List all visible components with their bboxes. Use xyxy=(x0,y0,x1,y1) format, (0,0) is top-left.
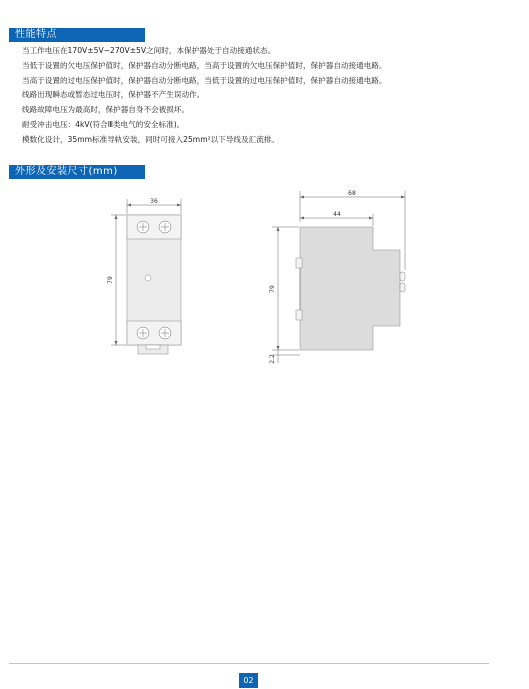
feature-item: 线路出现瞬态或暂态过电压时，保护器不产生误动作。 xyxy=(22,90,205,100)
feature-item: 当高于设置的过电压保护值时，保护器自动分断电路，当低于设置的过电压保护值时，保护器自动接通电路。 xyxy=(22,75,387,85)
feature-item: 当低于设置的欠电压保护值时，保护器自动分断电路，当高于设置的欠电压保护值时，保护器自动接通电路。 xyxy=(22,60,387,70)
side-front-depth-label: 44 xyxy=(333,211,341,218)
footer-divider xyxy=(9,663,489,664)
features-heading: 性能特点 xyxy=(9,28,145,41)
front-view-drawing xyxy=(111,199,181,354)
side-total-depth-label: 68 xyxy=(348,190,356,197)
side-rail-offset-label: 2.2 xyxy=(269,354,276,364)
feature-item: 模数化设计，35mm标准导轨安装，同时可接入25mm²以下导线及汇流排。 xyxy=(22,134,279,144)
front-height-label: 79 xyxy=(107,276,114,284)
feature-item: 当工作电压在170V±5V~270V±5V之间时，本保护器处于自动接通状态。 xyxy=(22,46,276,55)
front-width-label: 36 xyxy=(150,198,158,205)
side-height-label: 79 xyxy=(269,285,276,293)
feature-item: 耐受冲击电压：4kV(符合Ⅲ类电气的安全标准)。 xyxy=(22,119,185,129)
dimensions-heading: 外形及安装尺寸(mm) xyxy=(9,165,145,178)
feature-item: 线路故障电压为最高时，保护器自身不会被损坏。 xyxy=(22,105,190,115)
page-number: 02 xyxy=(239,673,258,688)
